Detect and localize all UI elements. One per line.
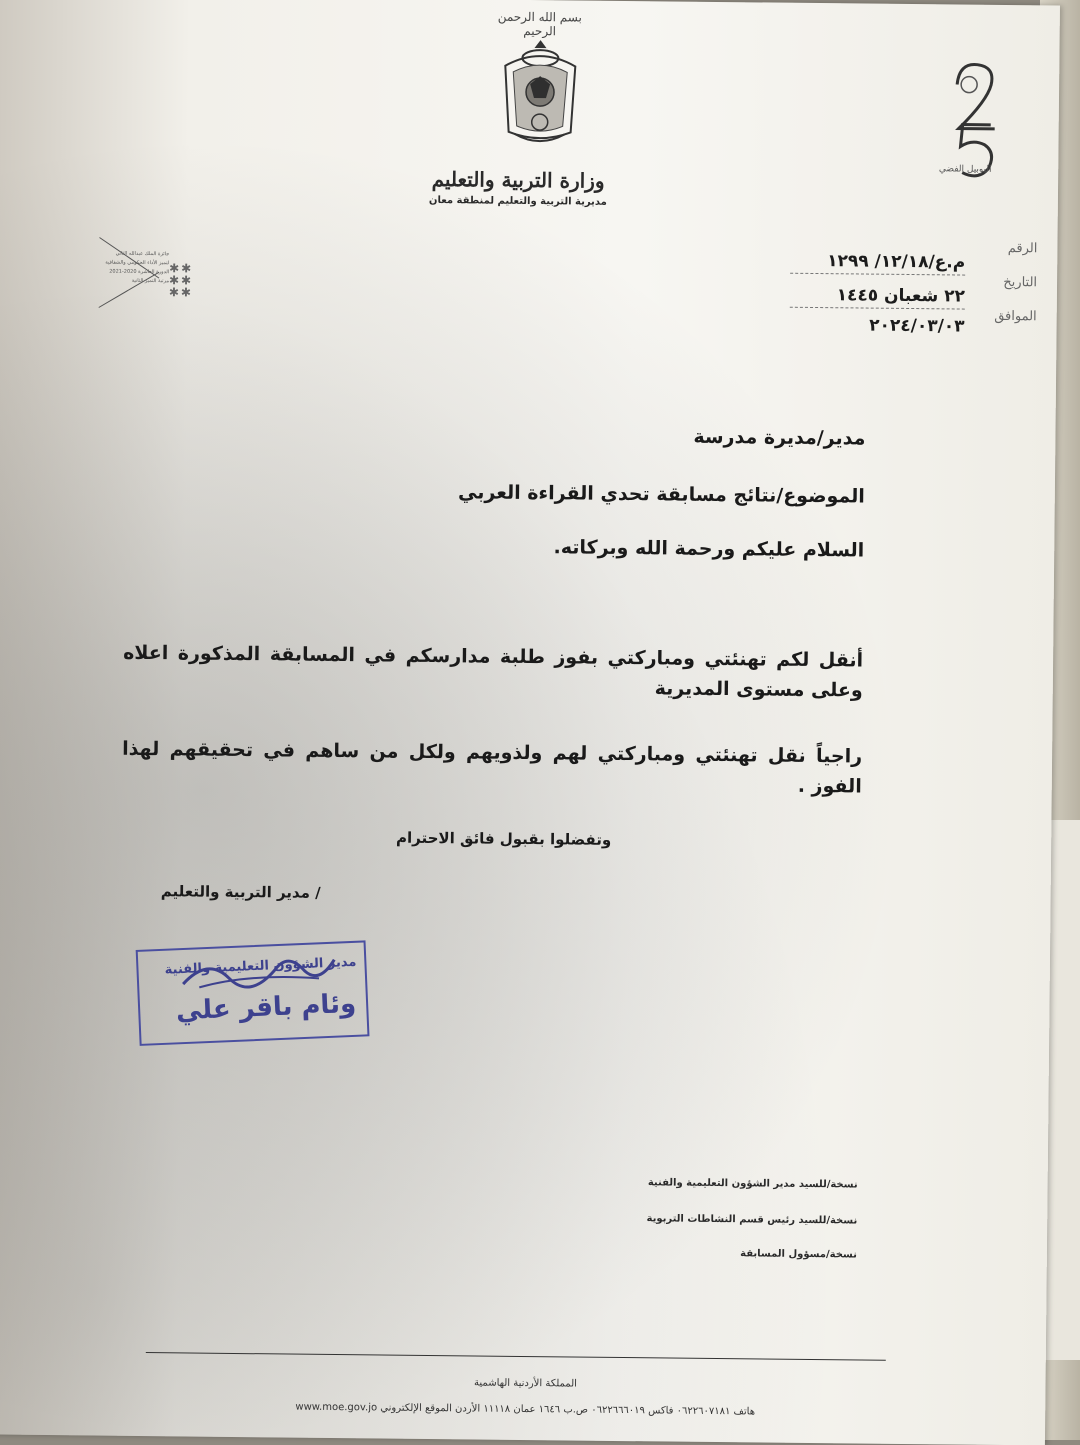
reference-number-label: الرقم bbox=[1007, 241, 1038, 257]
bismillah-text: بسم الله الرحمن الرحيم bbox=[497, 9, 582, 39]
paragraph-request: راجياً نقل تهنئتي ومباركتي لهم ولذويهم ولكل من ساهم في تحقيقهم لهذا الفوز . bbox=[122, 737, 863, 798]
svg-text:✱: ✱ bbox=[180, 285, 192, 300]
award-line: لتميز الأداء الحكومي والشفافية bbox=[105, 259, 170, 267]
silver-jubilee-caption: اليوبيل الفضي bbox=[938, 164, 992, 175]
copy-line: نسخة/مسؤول المسابقة bbox=[740, 1248, 857, 1261]
svg-text:✱: ✱ bbox=[180, 273, 192, 288]
award-line: جائزة الملك عبدالله الثاني bbox=[115, 250, 170, 258]
directorate-name: مديرية التربية والتعليم لمنطقة معان bbox=[428, 194, 607, 208]
reference-number-line bbox=[790, 273, 965, 276]
ministry-name: وزارة التربية والتعليم bbox=[431, 166, 605, 193]
closing-line: وتفضلوا بقبول فائق الاحترام bbox=[395, 828, 612, 849]
date-label: التاريخ bbox=[1003, 274, 1038, 291]
official-stamp bbox=[136, 940, 370, 1046]
footer-contact: هاتف ٠٦٢٢٦٠٧١٨١ فاكس ٠٦٢٢٦٦٦٠١٩ ص.ب ١٦٤٦ عمان ١١١١٨ الأردن الموقع الإلكتروني www.moe.gov.jo bbox=[295, 1401, 756, 1418]
subject-line: الموضوع/نتائج مسابقة تحدي القراءة العربي bbox=[458, 481, 865, 508]
copy-line: نسخة/للسيد مدير الشؤون التعليمية والفنية bbox=[647, 1177, 858, 1191]
addressee-line: مدير/مديرة مدرسة bbox=[693, 425, 866, 450]
corresponding-value: ٢٠٢٤/٠٣/٠٣ bbox=[869, 315, 965, 337]
svg-text:✱: ✱ bbox=[181, 261, 192, 276]
jordan-coat-of-arms-icon bbox=[494, 36, 585, 149]
svg-text:✱: ✱ bbox=[168, 273, 180, 288]
date-line bbox=[790, 307, 965, 310]
award-line: مرتبة التميز الثانية bbox=[131, 277, 170, 285]
copy-line: نسخة/للسيد رئيس قسم النشاطات التربوية bbox=[646, 1213, 858, 1227]
footer-divider bbox=[146, 1352, 886, 1361]
stamp-name: وئام باقر علي bbox=[175, 988, 357, 1027]
svg-text:✱: ✱ bbox=[168, 285, 180, 300]
svg-text:✱: ✱ bbox=[169, 261, 180, 276]
excellence-award-emblem bbox=[69, 227, 200, 318]
greeting-line: السلام عليكم ورحمة الله وبركاته. bbox=[553, 536, 865, 562]
reference-block bbox=[786, 239, 1037, 342]
paragraph-congratulations: أنقل لكم تهنئتي ومباركتي بفوز طلبة مدارسكم في المسابقة المذكورة اعلاه وعلى مستوى المديرية bbox=[123, 641, 864, 702]
footer-kingdom: المملكة الأردنية الهاشمية bbox=[474, 1377, 578, 1390]
date-value: ٢٢ شعبان ١٤٤٥ bbox=[836, 285, 966, 307]
reference-number-value: م.ع/١٢/١٨/ ١٢٩٩ bbox=[827, 251, 966, 273]
corresponding-label: الموافق bbox=[994, 308, 1037, 325]
signatory-title: / مدير التربية والتعليم bbox=[160, 882, 321, 902]
award-line: الدورة العاشرة 2020-2021 bbox=[109, 268, 170, 276]
stamp-title: مدير الشؤون التعليمية والفنية bbox=[164, 954, 357, 978]
